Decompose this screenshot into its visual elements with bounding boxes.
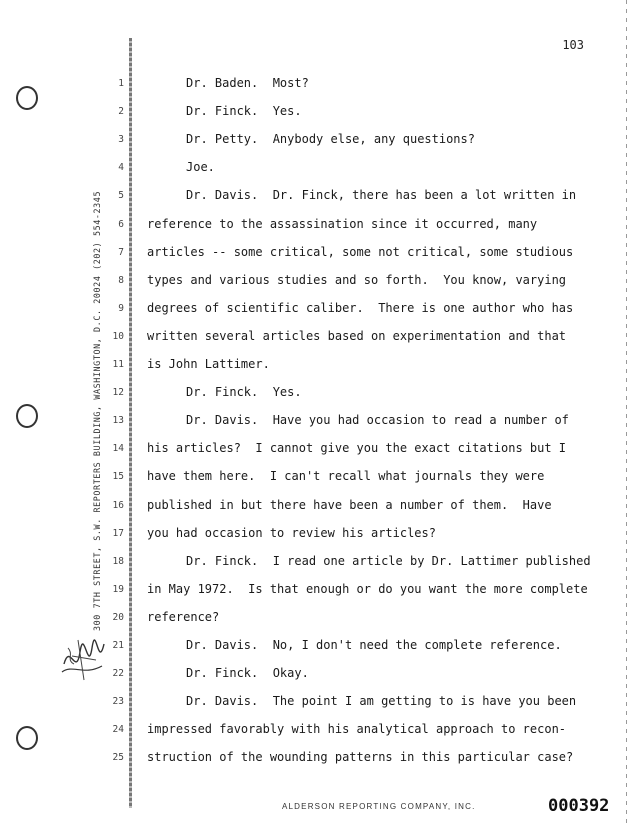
right-page-edge <box>626 0 627 824</box>
line-number: 20 <box>112 611 124 623</box>
margin-rule <box>129 38 132 808</box>
line-number: 18 <box>112 555 124 567</box>
transcript-line: Dr. Davis. Have you had occasion to read a number of <box>186 413 569 428</box>
reporter-address: 300 7TH STREET, S.W. REPORTERS BUILDING, WASHINGTON, D.C. 20024 (202) 554-2345 <box>92 190 102 632</box>
line-number: 12 <box>112 387 124 399</box>
binder-hole-icon <box>16 86 38 110</box>
binder-hole-icon <box>16 726 38 750</box>
line-number: 4 <box>118 162 124 174</box>
transcript-line: struction of the wounding patterns in this particular case? <box>147 750 574 765</box>
line-number: 3 <box>118 134 124 146</box>
transcript-line: Dr. Davis. The point I am getting to is have you been <box>186 694 577 709</box>
line-number: 19 <box>112 583 124 595</box>
line-number: 6 <box>118 218 124 230</box>
line-number: 2 <box>118 106 124 118</box>
transcript-line: impressed favorably with his analytical approach to recon- <box>147 722 567 737</box>
line-number: 11 <box>112 359 124 370</box>
transcript-line: Dr. Finck. Yes. <box>186 104 302 119</box>
transcript-line: Dr. Davis. No, I don't need the complete reference. <box>186 638 562 652</box>
line-number: 16 <box>112 499 124 511</box>
reporting-company: ALDERSON REPORTING COMPANY, INC. <box>282 802 476 811</box>
transcript-line: Dr. Baden. Most? <box>186 76 309 90</box>
transcript-line: Joe. <box>186 160 215 175</box>
line-number: 23 <box>112 696 124 708</box>
line-number: 21 <box>112 640 124 651</box>
transcript-line: reference to the assassination since it occurred, many <box>147 216 538 231</box>
page-number: 103 <box>562 38 584 52</box>
transcript-line: Dr. Finck. I read one article by Dr. Lattimer published <box>186 553 591 568</box>
transcript-line: Dr. Finck. Yes. <box>186 385 302 400</box>
transcript-line: published in but there have been a number of them. Have <box>147 497 552 512</box>
line-number: 5 <box>118 190 124 202</box>
signature-icon <box>58 634 108 682</box>
line-number: 10 <box>112 330 124 342</box>
line-number: 9 <box>118 302 124 314</box>
line-number: 8 <box>118 274 124 286</box>
transcript-line: written several articles based on experimentation and that <box>147 328 567 343</box>
line-number: 14 <box>112 443 124 455</box>
line-number: 1 <box>118 78 124 89</box>
transcript-line: articles -- some critical, some not critical, some studious <box>147 244 574 259</box>
transcript-line: reference? <box>147 609 220 624</box>
line-number: 7 <box>118 246 124 258</box>
line-number: 24 <box>112 724 124 736</box>
transcript-line: Dr. Petty. Anybody else, any questions? <box>186 132 475 147</box>
line-number: 13 <box>112 415 124 427</box>
binder-hole-icon <box>16 404 38 428</box>
transcript-line: in May 1972. Is that enough or do you want the more complete <box>147 581 588 596</box>
transcript-line: degrees of scientific caliber. There is one author who has <box>147 300 574 315</box>
document-number: 000392 <box>548 796 610 816</box>
line-number: 25 <box>112 752 124 764</box>
transcript-line: types and various studies and so forth. You know, varying <box>147 272 567 287</box>
transcript-line: Dr. Davis. Dr. Finck, there has been a lot written in <box>186 188 577 203</box>
line-number: 17 <box>112 527 124 539</box>
transcript-line: you had occasion to review his articles? <box>147 525 436 540</box>
transcript-line: have them here. I can't recall what journals they were <box>147 469 545 484</box>
line-number: 15 <box>112 471 124 483</box>
transcript-line: is John Lattimer. <box>147 357 270 371</box>
line-number: 22 <box>112 668 124 680</box>
transcript-line: his articles? I cannot give you the exact citations but I <box>147 441 567 456</box>
transcript-line: Dr. Finck. Okay. <box>186 666 309 681</box>
